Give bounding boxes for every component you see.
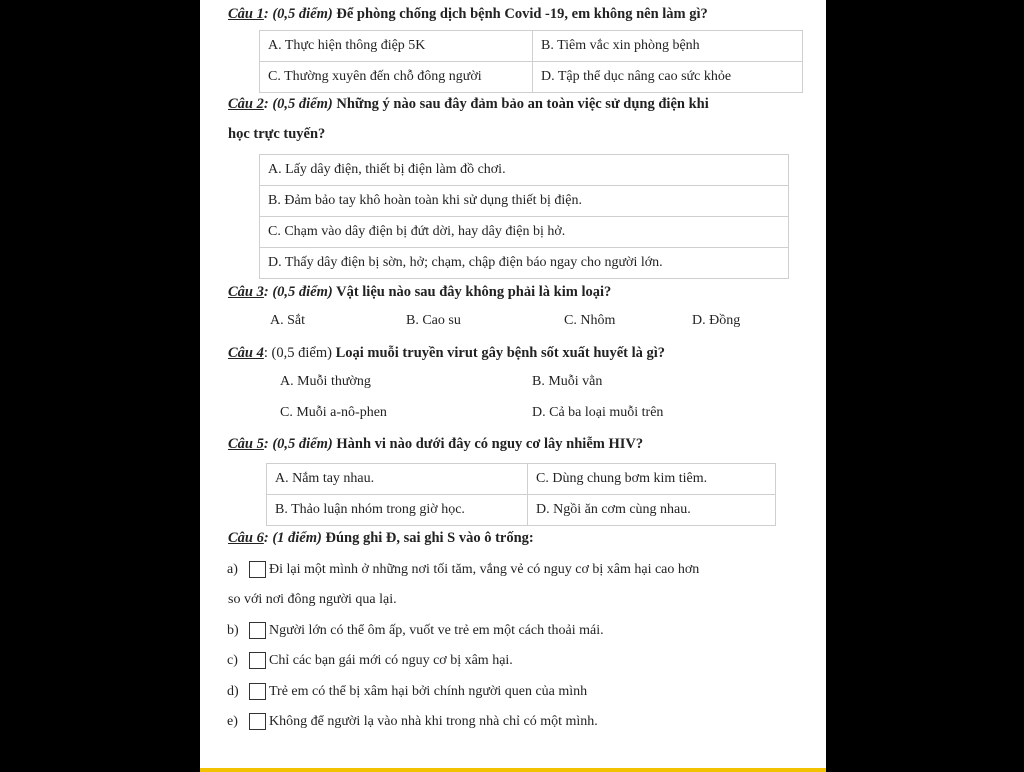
option-b[interactable]: B. Đảm bảo tay khô hoàn toàn khi sử dụng thiết bị điện. [260,186,789,217]
question-label: Câu 5 [228,436,264,452]
option-b[interactable]: B. Cao su [406,313,461,328]
question-3-heading [228,284,611,301]
question-text: Vật liệu nào sau đây không phải là kim loại? [332,284,612,300]
option-a[interactable]: A. Nắm tay nhau. [267,464,528,495]
item-text: Chỉ các bạn gái mới có nguy cơ bị xâm hại. [269,652,513,668]
item-letter: e) [227,713,238,729]
option-a[interactable]: A. Thực hiện thông điệp 5K [260,31,533,62]
option-c[interactable]: C. Nhôm [564,313,616,328]
item-letter: d) [227,683,239,699]
question-6-heading [228,530,534,547]
true-false-item-d [227,683,587,700]
question-points: : (0,5 điểm) [263,436,333,452]
true-false-item-a-cont: so với nơi đông người qua lại. [228,592,397,607]
option-c[interactable]: C. Chạm vào dây điện bị đứt dời, hay dây điện bị hở. [260,217,789,248]
option-b[interactable]: B. Thảo luận nhóm trong giờ học. [267,495,528,526]
option-c[interactable]: C. Thường xuyên đến chỗ đông người [260,62,533,93]
question-text: Loại muỗi truyền virut gây bệnh sốt xuất huyết là gì? [331,345,666,361]
true-false-item-a [227,561,699,578]
true-false-item-e [227,713,598,730]
question-points: : (0,5 điểm) [263,345,332,361]
question-text: Đúng ghi Đ, sai ghi S vào ô trống: [321,530,534,546]
option-a[interactable]: A. Sắt [270,313,305,328]
answer-checkbox[interactable] [249,622,266,639]
question-label: Câu 6 [228,530,264,546]
question-1-options [259,30,803,93]
question-4-heading [228,345,665,362]
option-d[interactable]: D. Thấy dây điện bị sờn, hở; chạm, chập điện báo ngay cho người lớn. [260,248,789,279]
option-b[interactable]: B. Muỗi vằn [532,374,603,389]
question-2-options [259,154,789,279]
answer-checkbox[interactable] [249,652,266,669]
option-d[interactable]: D. Đồng [692,313,741,328]
true-false-item-c [227,652,513,669]
question-text: Những ý nào sau đây đảm bảo an toàn việc sử dụng điện khi [332,96,709,112]
option-b[interactable]: B. Tiêm vắc xin phòng bệnh [533,31,803,62]
item-text: Đi lại một mình ở những nơi tối tăm, vắng vẻ có nguy cơ bị xâm hại cao hơn [269,561,700,577]
question-text: Hành vi nào dưới đây có nguy cơ lây nhiễm HIV? [332,436,644,452]
question-2-heading [228,96,709,113]
question-points: : (0,5 điểm) [263,96,333,112]
answer-checkbox[interactable] [249,713,266,730]
answer-checkbox[interactable] [249,683,266,700]
question-points: : (0,5 điểm) [263,6,333,22]
question-label: Câu 3 [228,284,264,300]
page-bottom-border [200,768,826,772]
option-c[interactable]: C. Muỗi a-nô-phen [280,405,387,420]
question-5-options [266,463,776,526]
item-letter: a) [227,561,238,577]
item-letter: b) [227,622,239,638]
question-label: Câu 4 [228,345,264,361]
option-a[interactable]: A. Lấy dây điện, thiết bị điện làm đồ chơi. [260,155,789,186]
question-2-heading-cont: học trực tuyến? [228,126,326,142]
item-letter: c) [227,652,238,668]
question-label: Câu 1 [228,6,264,22]
question-label: Câu 2 [228,96,264,112]
question-1-heading [228,6,708,23]
question-points: : (1 điểm) [263,530,322,546]
option-d[interactable]: D. Tập thể dục nâng cao sức khỏe [533,62,803,93]
option-d[interactable]: D. Ngồi ăn cơm cùng nhau. [528,495,776,526]
question-5-heading [228,436,643,453]
item-text: Người lớn có thể ôm ấp, vuốt ve trẻ em một cách thoải mái. [269,622,604,638]
option-d[interactable]: D. Cả ba loại muỗi trên [532,405,664,420]
question-text: Để phòng chống dịch bệnh Covid -19, em không nên làm gì? [332,6,708,22]
question-points: : (0,5 điểm) [263,284,333,300]
answer-checkbox[interactable] [249,561,266,578]
option-a[interactable]: A. Muỗi thường [280,374,371,389]
item-text: Trẻ em có thể bị xâm hại bởi chính người quen của mình [269,683,588,699]
item-text: Không để người lạ vào nhà khi trong nhà chỉ có một mình. [269,713,598,729]
true-false-item-b [227,622,604,639]
option-c[interactable]: C. Dùng chung bơm kim tiêm. [528,464,776,495]
worksheet-page [200,0,826,772]
